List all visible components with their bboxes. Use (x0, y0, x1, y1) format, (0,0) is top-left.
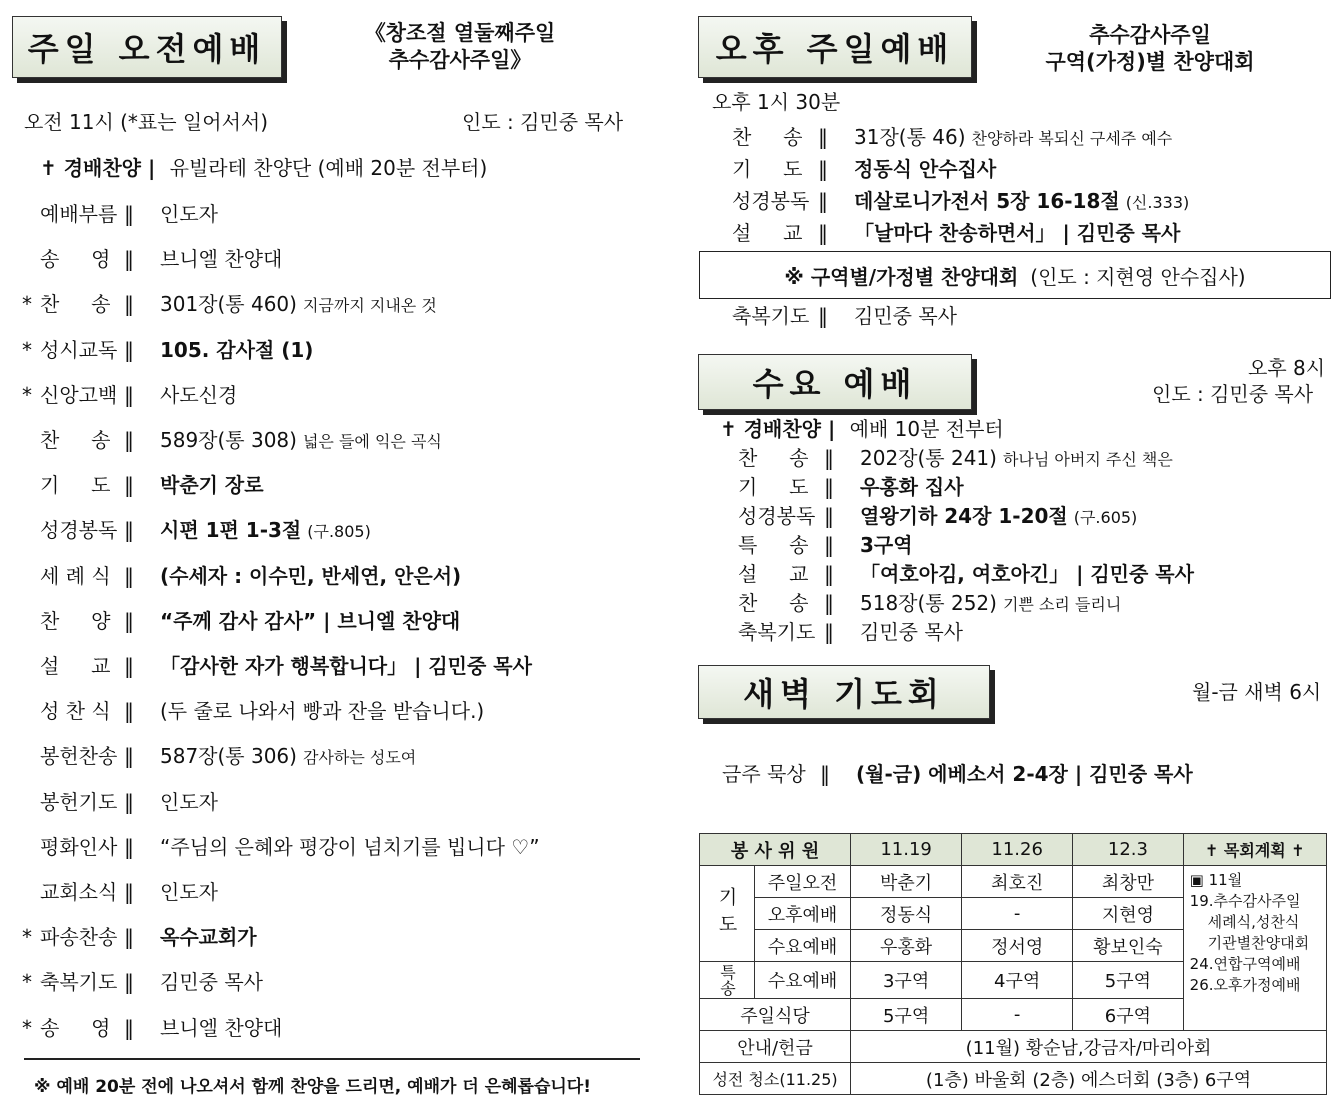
separator: ‖ (824, 533, 834, 557)
table-row-label: 오후예배 (755, 898, 851, 930)
order-value (860, 618, 963, 646)
order-value (160, 336, 313, 364)
order-value (160, 878, 218, 906)
standing-marker: * (22, 925, 32, 950)
separator: ‖ (124, 473, 134, 498)
order-value-text: “주님의 은혜와 평강이 넘치기를 빕니다 ♡” (160, 834, 540, 859)
separator: ‖ (824, 620, 834, 644)
order-value (860, 560, 1194, 588)
order-label: 성경봉독 (732, 189, 810, 213)
standing-marker: * (22, 1015, 32, 1040)
order-value-note: 기쁜 소리 들리니 (1002, 595, 1122, 614)
order-value-text: 박춘기 장로 (160, 473, 264, 498)
order-value (160, 200, 218, 228)
order-value (160, 290, 437, 320)
order-label: 성시교독 (40, 337, 118, 362)
order-value (160, 968, 263, 996)
table-row-label: 주일오전 (755, 866, 851, 898)
separator: ‖ (124, 292, 134, 317)
order-label: 송 영 (40, 247, 111, 272)
order-value-text: 정동식 안수집사 (854, 157, 997, 181)
table-cell: 지현영 (1073, 898, 1184, 930)
footer-divider (24, 1058, 640, 1060)
order-label: 기 도 (40, 473, 111, 498)
order-value (860, 589, 1121, 619)
separator: ‖ (124, 202, 134, 226)
order-value-text: 301장(통 460) (160, 292, 297, 317)
order-label: 송 영 (40, 1015, 111, 1040)
separator: ‖ (124, 337, 134, 362)
table-row-label: 수요예배 (755, 962, 851, 999)
footer-note: ※ 예배 20분 전에 나오셔서 함께 찬양을 드리면, 예배가 더 은혜롭습니다! (34, 1077, 591, 1097)
order-value-text: 인도자 (160, 789, 218, 814)
order-value (160, 833, 540, 861)
order-value-text: 데살로니가전서 5장 16-18절 (854, 189, 1120, 213)
separator: ‖ (124, 247, 134, 272)
order-value-note: (구.805) (307, 522, 371, 542)
order-label: 찬 송 (40, 428, 111, 452)
order-value-text: 587장(통 306) (160, 744, 297, 769)
order-value (160, 607, 460, 635)
afternoon-service-title: 오후 주일예배 (698, 16, 972, 78)
morning-prelude: ✝ 경배찬양 | 유빌라테 찬양단 (예배 20분 전부터) (40, 156, 488, 180)
morning-service-caption: 《창조절 열둘째주일 추수감사주일》 (364, 21, 556, 72)
order-value (160, 788, 218, 816)
prayer-group-label: 기도 (700, 866, 755, 962)
separator: ‖ (124, 744, 134, 769)
plan-line: 19.추수감사주일 (1189, 892, 1301, 910)
separator: ‖ (124, 518, 134, 543)
table-cell: - (962, 999, 1073, 1031)
order-value (854, 155, 996, 183)
standing-marker: * (22, 970, 32, 995)
separator: ‖ (824, 504, 834, 528)
separator: ‖ (824, 591, 834, 615)
table-date: 11.19 (851, 834, 962, 866)
order-label: 세 례 식 (40, 563, 111, 588)
order-label: 찬 송 (738, 591, 809, 615)
order-value-note: (신.333) (1125, 193, 1190, 212)
order-value (160, 471, 264, 499)
separator: ‖ (824, 562, 834, 586)
table-cell: 최창만 (1073, 866, 1184, 898)
table-header-label: 봉 사 위 원 (700, 834, 851, 866)
table-cell: (1층) 바울회 (2층) 에스더회 (3층) 6구역 (851, 1063, 1327, 1095)
order-value (854, 187, 1189, 217)
order-value (854, 219, 1180, 247)
separator: ‖ (124, 654, 134, 678)
wednesday-leader: 인도 : 김민중 목사 (1152, 382, 1314, 406)
afternoon-time: 오후 1시 30분 (712, 90, 841, 114)
separator: ‖ (124, 1015, 134, 1040)
table-cell: 정서영 (962, 930, 1073, 962)
order-label: 봉헌기도 (40, 789, 118, 814)
order-value-note: 지금까지 지내온 것 (302, 296, 437, 316)
standing-marker: * (22, 292, 32, 317)
order-value (854, 123, 1172, 153)
order-value-text: 202장(통 241) (860, 446, 997, 470)
order-value-text: 브니엘 찬양대 (160, 247, 283, 272)
order-value-text: 인도자 (160, 202, 218, 226)
order-value (160, 1014, 282, 1042)
order-label: 파송찬송 (40, 925, 118, 950)
morning-leader: 인도 : 김민중 목사 (462, 110, 624, 134)
order-label: 성경봉독 (40, 518, 118, 543)
order-value-text: “주께 감사 감사” | 브니엘 찬양대 (160, 608, 461, 633)
order-value-text: 3구역 (860, 533, 913, 557)
table-cell: 최호진 (962, 866, 1073, 898)
table-cell: 박춘기 (851, 866, 962, 898)
table-cell: 우홍화 (851, 930, 962, 962)
order-value (160, 923, 257, 951)
order-label: 축복기도 (738, 620, 816, 644)
plan-line: 기관별찬양대회 (1207, 934, 1310, 952)
service-volunteers-table (699, 833, 1327, 1095)
order-value (160, 381, 237, 409)
dawn-prayer-title: 새벽 기도회 (698, 665, 990, 719)
order-value-text: 사도신경 (160, 382, 238, 407)
order-value (860, 473, 964, 501)
separator: ‖ (824, 475, 834, 499)
table-row-label: 주일식당 (700, 999, 851, 1031)
separator: ‖ (124, 834, 134, 859)
table-date: 11.26 (962, 834, 1073, 866)
order-label: 찬 송 (732, 125, 803, 149)
order-value (860, 531, 913, 559)
order-label: 평화인사 (40, 834, 118, 859)
order-value-note: (구.605) (1073, 508, 1138, 527)
order-value (160, 426, 442, 456)
table-cell: 3구역 (851, 962, 962, 999)
table-row-label: 안내/헌금 (700, 1031, 851, 1063)
separator: ‖ (124, 608, 134, 633)
separator: ‖ (124, 382, 134, 407)
wednesday-time: 오후 8시 (1248, 356, 1326, 380)
order-value (160, 245, 282, 273)
table-cell: 6구역 (1073, 999, 1184, 1031)
order-label: 성경봉독 (738, 504, 816, 528)
order-value-text: 「날마다 찬송하면서」 | 김민중 목사 (854, 221, 1181, 245)
plan-line: ▣ 11월 (1189, 871, 1243, 889)
order-label: 설 교 (738, 562, 809, 586)
order-value-note: 찬양하라 복되신 구세주 예수 (971, 129, 1173, 148)
plan-line: 24.연합구역예배 (1189, 955, 1301, 973)
plan-title: ✝ 목회계획 ✝ (1183, 834, 1326, 866)
order-value (160, 697, 484, 725)
separator: ‖ (124, 699, 134, 724)
order-value-text: 김민중 목사 (860, 620, 963, 644)
table-cell: 5구역 (1073, 962, 1184, 999)
order-label: 신앙고백 (40, 382, 118, 407)
order-value-text: 「여호아김, 여호아긴」 | 김민중 목사 (860, 562, 1194, 586)
order-label: 찬 송 (40, 292, 111, 317)
wednesday-service-title: 수요 예배 (698, 354, 972, 410)
standing-marker: * (22, 382, 32, 407)
afternoon-service-caption: 추수감사주일 구역(가정)별 찬양대회 (1045, 23, 1255, 74)
separator: ‖ (124, 789, 134, 814)
table-date: 12.3 (1073, 834, 1184, 866)
order-label: 설 교 (40, 654, 111, 678)
plan-line: 세례식,성찬식 (1207, 913, 1300, 931)
separator: ‖ (124, 880, 134, 904)
choir-contest-box: ※ 구역별/가정별 찬양대회 (인도 : 지현영 안수집사) (699, 251, 1331, 299)
morning-service-title: 주일 오전예배 (12, 16, 282, 78)
order-label: 교회소식 (40, 880, 118, 904)
order-value (860, 444, 1173, 474)
order-value (160, 562, 461, 590)
order-value-text: 우홍화 집사 (860, 475, 964, 499)
order-label: 예배부름 (40, 202, 118, 226)
table-cell: 4구역 (962, 962, 1073, 999)
order-value-text: 589장(통 308) (160, 428, 297, 452)
order-value-text: 옥수교회가 (160, 925, 257, 950)
order-label: 찬 송 (738, 446, 809, 470)
dawn-time: 월-금 새벽 6시 (1192, 680, 1322, 704)
separator: ‖ (818, 125, 828, 149)
order-value (860, 502, 1137, 532)
order-value (160, 516, 371, 546)
order-value-text: 시편 1편 1-3절 (160, 518, 302, 543)
plan-line: 26.오후가정예배 (1189, 976, 1301, 994)
morning-time: 오전 11시 (*표는 일어서서) (24, 110, 269, 134)
separator: ‖ (824, 446, 834, 470)
order-value-text: 「감사한 자가 행복합니다」 | 김민중 목사 (160, 654, 532, 678)
special-group-label: 특송 (700, 962, 755, 999)
order-value-text: 105. 감사절 (1) (160, 337, 314, 362)
separator: ‖ (124, 563, 134, 588)
order-label: 봉헌찬송 (40, 744, 118, 769)
order-label: 특 송 (738, 533, 809, 557)
pastoral-plan (1183, 866, 1326, 1031)
table-cell: 황보인숙 (1073, 930, 1184, 962)
order-label: 성 찬 식 (40, 699, 111, 724)
table-cell: 5구역 (851, 999, 962, 1031)
wednesday-prelude: ✝ 경배찬양 | 예배 10분 전부터 (720, 417, 1004, 441)
order-label: 찬 양 (40, 608, 111, 633)
order-value (160, 652, 532, 680)
order-value-note: 하나님 아버지 주신 책은 (1002, 450, 1173, 469)
order-value-note: 넓은 들에 익은 곡식 (302, 432, 442, 451)
standing-marker: * (22, 337, 32, 362)
order-value-text: 열왕기하 24장 1-20절 (860, 504, 1068, 528)
order-label: 설 교 (732, 221, 803, 245)
order-value-text: 브니엘 찬양대 (160, 1015, 283, 1040)
order-value-text: (수세자 : 이수민, 반세연, 안은서) (160, 563, 462, 588)
separator: ‖ (124, 428, 134, 452)
order-label: 기 도 (732, 157, 803, 181)
table-cell: (11월) 황순남,강금자/마리아회 (851, 1031, 1327, 1063)
order-label: 축복기도 (40, 970, 118, 995)
order-value-note: 감사하는 성도여 (302, 748, 417, 768)
order-value-text: 김민중 목사 (160, 970, 263, 995)
separator: ‖ (124, 925, 134, 950)
table-cell: - (962, 898, 1073, 930)
separator: ‖ (818, 221, 828, 245)
order-value-text: (두 줄로 나와서 빵과 잔을 받습니다.) (160, 699, 485, 724)
table-row-label: 성전 청소(11.25) (700, 1063, 851, 1095)
table-row-label: 수요예배 (755, 930, 851, 962)
order-value-text: 518장(통 252) (860, 591, 997, 615)
separator: ‖ (818, 189, 828, 213)
order-value (160, 742, 416, 772)
separator: ‖ (818, 157, 828, 181)
table-cell: 정동식 (851, 898, 962, 930)
separator: ‖ (124, 970, 134, 995)
order-value-text: 31장(통 46) (854, 125, 966, 149)
order-value-text: 인도자 (160, 880, 218, 904)
order-label: 기 도 (738, 475, 809, 499)
